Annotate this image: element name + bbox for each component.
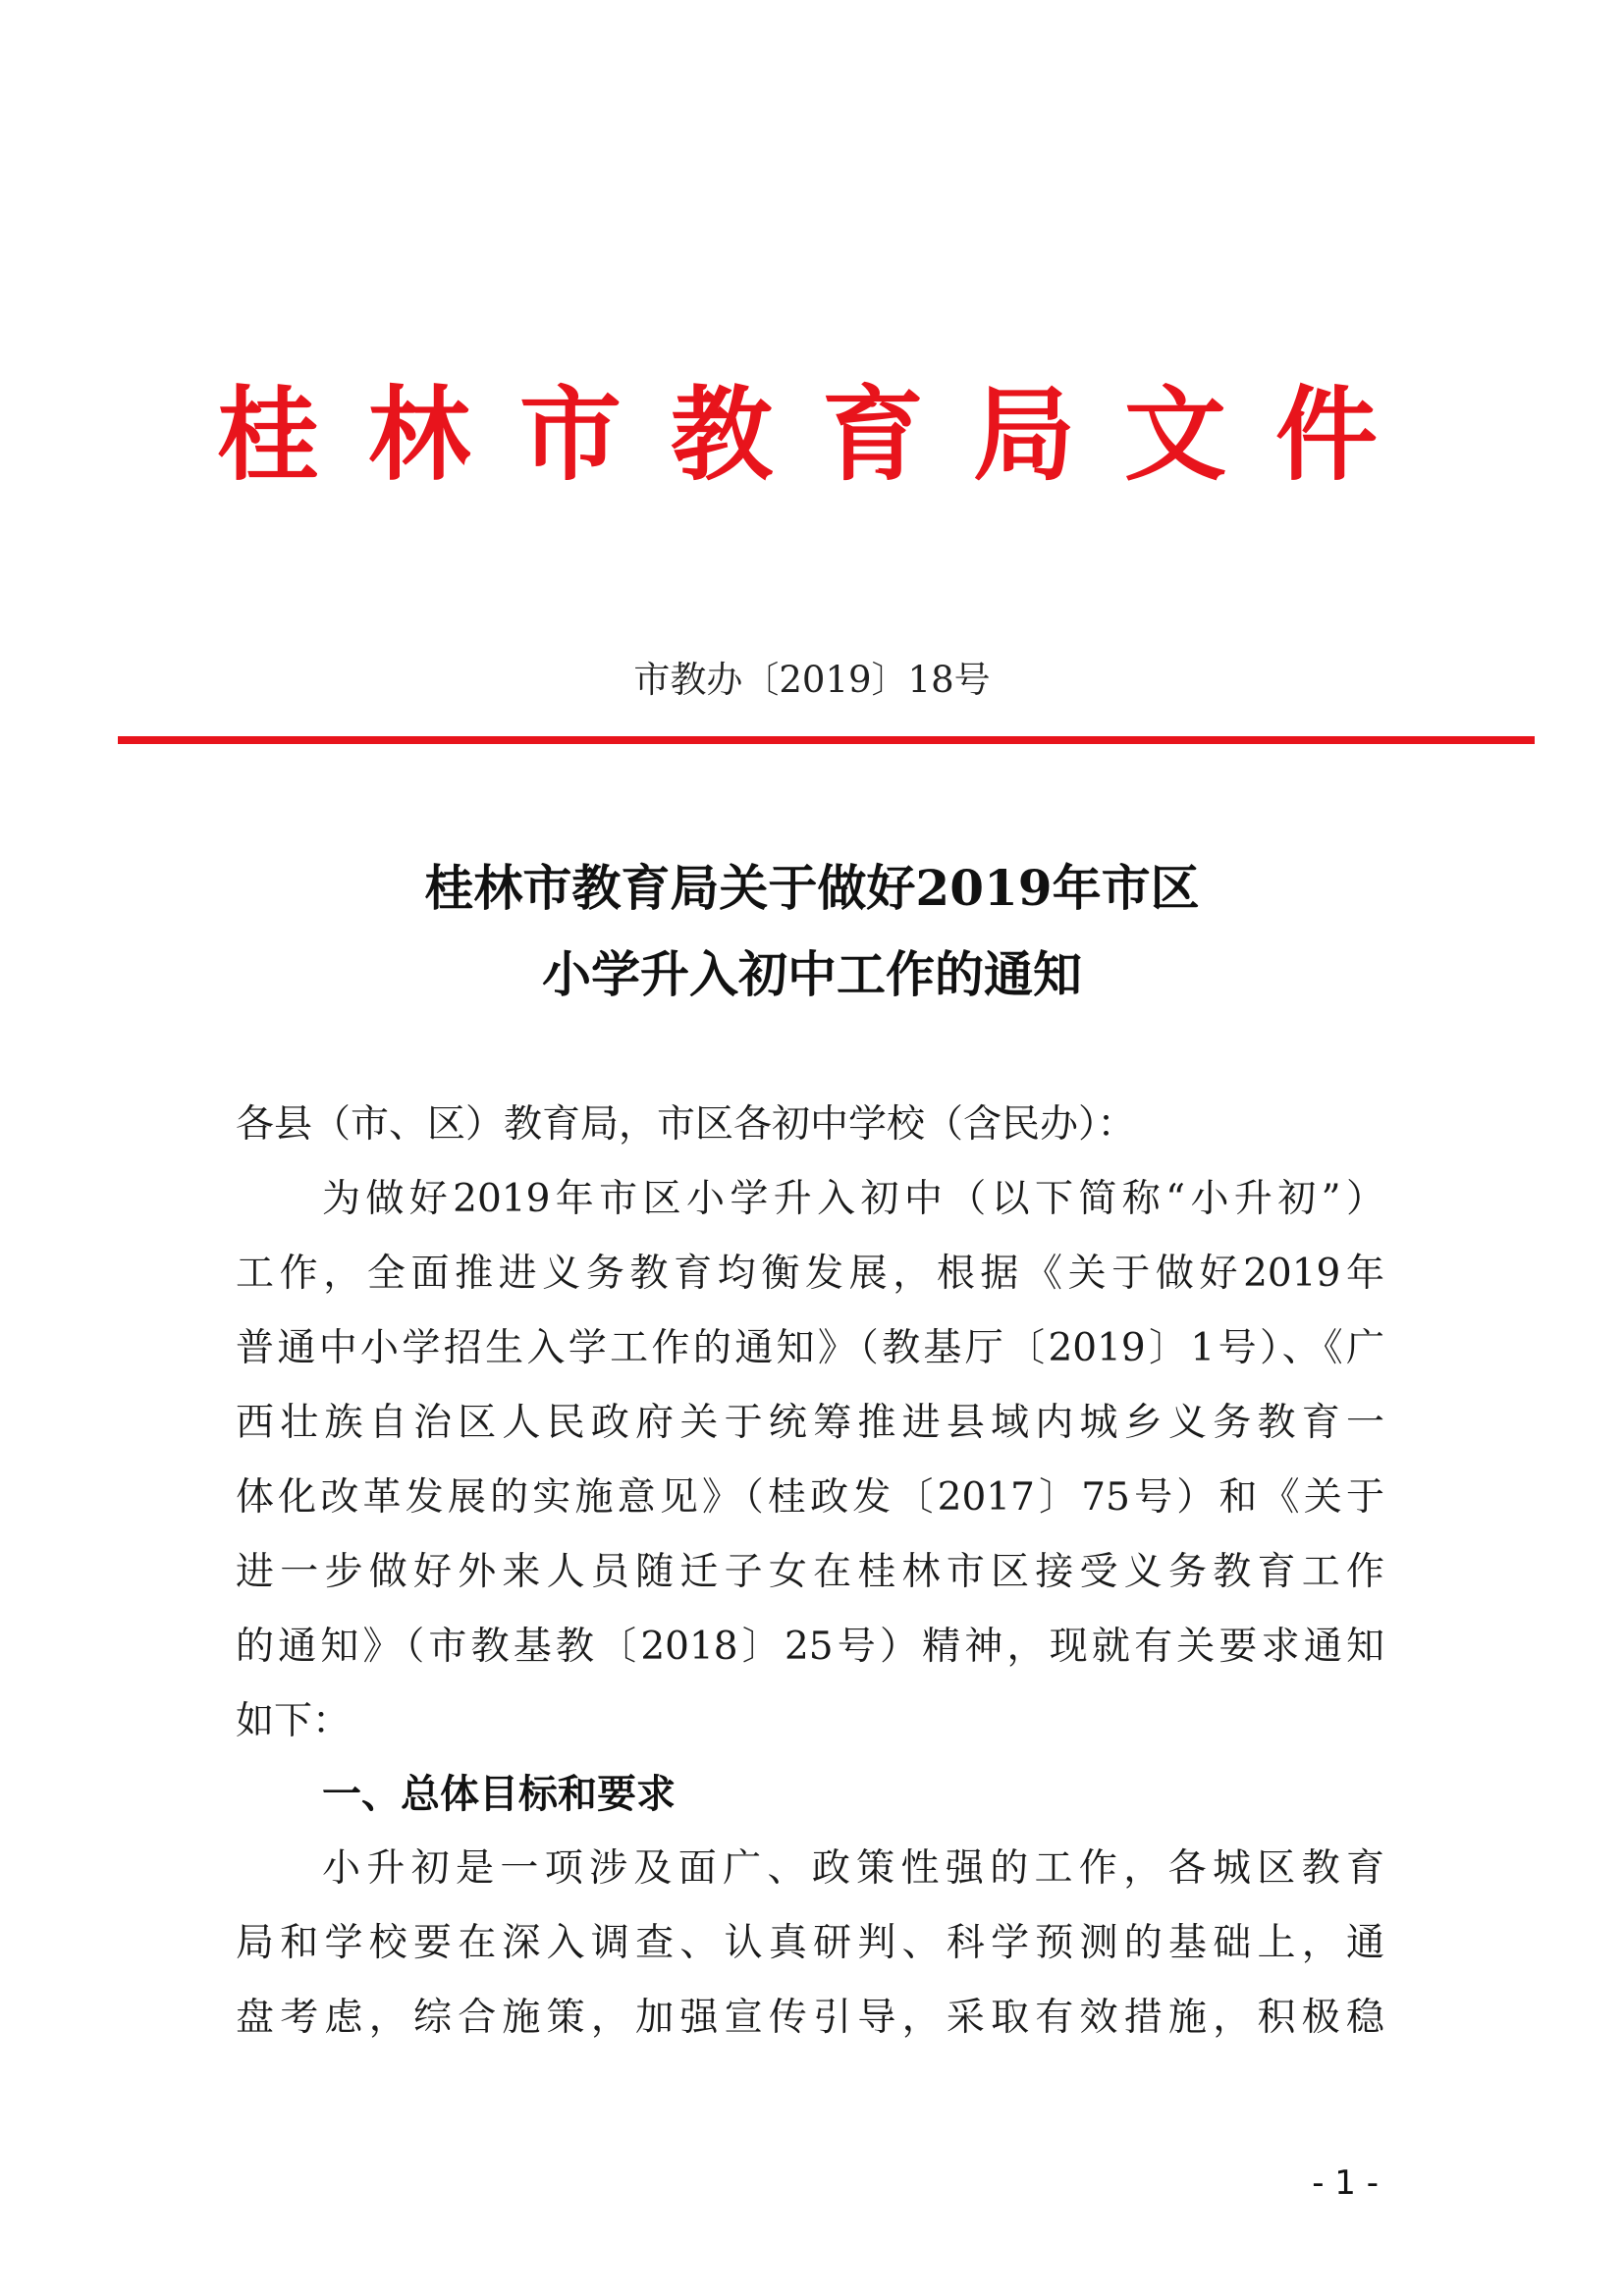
paragraph-line: 盘考虑，综合施策，加强宣传引导，采取有效措施，积极稳 xyxy=(236,1996,1384,2040)
document-number: 市教办〔2019〕18号 xyxy=(633,659,991,701)
paragraph-line: 的通知》（市教基教〔2018〕25号）精神，现就有关要求通知 xyxy=(236,1625,1384,1669)
paragraph-line: 体化改革发展的实施意见》（桂政发〔2017〕75号）和《关于 xyxy=(236,1475,1384,1520)
document-title-line-1: 桂林市教育局关于做好2019年市区 xyxy=(424,859,1200,917)
red-divider-rule xyxy=(118,736,1535,744)
salutation: 各县（市、区）教育局，市区各初中学校（含民办）： xyxy=(236,1102,1136,1147)
paragraph-line: 如下： xyxy=(236,1699,352,1743)
document-header-title: 桂林市教育局文件 xyxy=(216,375,1427,495)
paragraph-line: 局和学校要在深入调查、认真研判、科学预测的基础上，通 xyxy=(236,1921,1384,1965)
paragraph-line: 小升初是一项涉及面广、政策性强的工作，各城区教育 xyxy=(322,1846,1384,1891)
page-number: - 1 - xyxy=(1312,2163,1379,2203)
section-heading: 一、总体目标和要求 xyxy=(322,1772,676,1817)
paragraph-line: 为做好2019年市区小学升入初中（以下简称“小升初”） xyxy=(322,1177,1384,1221)
paragraph-line: 进一步做好外来人员随迁子女在桂林市区接受义务教育工作 xyxy=(236,1550,1384,1594)
paragraph-line: 西壮族自治区人民政府关于统筹推进县域内城乡义务教育一 xyxy=(236,1401,1384,1445)
document-title-line-2: 小学升入初中工作的通知 xyxy=(542,945,1082,1003)
paragraph-line: 工作，全面推进义务教育均衡发展，根据《关于做好2019年 xyxy=(236,1252,1384,1296)
paragraph-line: 普通中小学招生入学工作的通知》（教基厅〔2019〕1号）、《广 xyxy=(236,1326,1384,1370)
